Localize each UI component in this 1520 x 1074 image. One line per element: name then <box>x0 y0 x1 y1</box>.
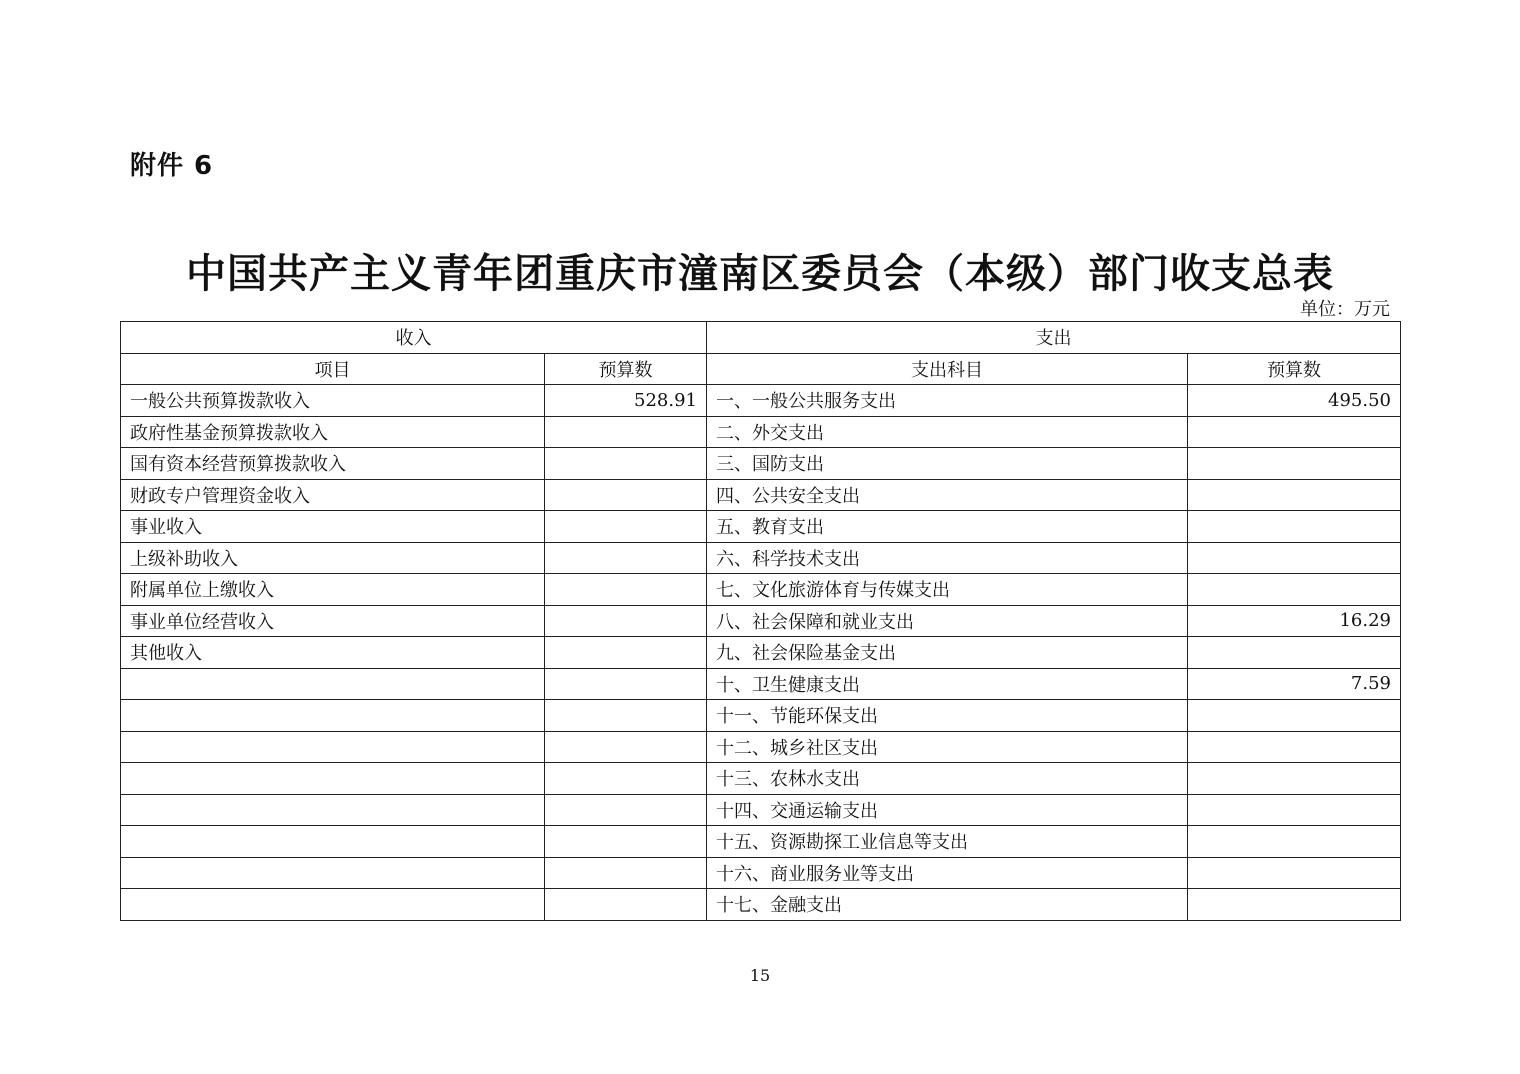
expenditure-budget-cell <box>1188 479 1401 511</box>
income-budget-cell <box>545 826 707 858</box>
income-item-header: 项目 <box>121 353 545 385</box>
income-item-cell: 事业收入 <box>121 511 545 543</box>
expenditure-item-cell: 十七、金融支出 <box>707 889 1188 921</box>
expenditure-item-cell: 十四、交通运输支出 <box>707 794 1188 826</box>
expenditure-item-cell: 二、外交支出 <box>707 416 1188 448</box>
income-budget-cell <box>545 511 707 543</box>
budget-table <box>120 321 1401 921</box>
expenditure-budget-cell: 7.59 <box>1188 668 1401 700</box>
income-budget-cell <box>545 605 707 637</box>
expenditure-item-cell: 一、一般公共服务支出 <box>707 385 1188 417</box>
income-budget-cell <box>545 700 707 732</box>
attachment-label: 附件 6 <box>130 151 214 181</box>
table-row <box>121 857 1401 889</box>
income-item-cell: 上级补助收入 <box>121 542 545 574</box>
expenditure-item-cell: 四、公共安全支出 <box>707 479 1188 511</box>
income-item-cell <box>121 731 545 763</box>
document-title: 中国共产主义青年团重庆市潼南区委员会（本级）部门收支总表 <box>186 251 1334 297</box>
income-budget-cell <box>545 889 707 921</box>
income-item-cell: 政府性基金预算拨款收入 <box>121 416 545 448</box>
table-row <box>121 889 1401 921</box>
income-budget-cell <box>545 794 707 826</box>
table-row <box>121 637 1401 669</box>
expenditure-budget-cell <box>1188 448 1401 480</box>
table-row <box>121 763 1401 795</box>
table-row <box>121 605 1401 637</box>
income-budget-cell <box>545 637 707 669</box>
income-item-cell <box>121 763 545 795</box>
income-item-cell <box>121 700 545 732</box>
income-item-cell <box>121 826 545 858</box>
page-number: 15 <box>749 966 771 985</box>
table-row <box>121 826 1401 858</box>
income-budget-cell <box>545 448 707 480</box>
column-header-row <box>121 353 1401 385</box>
table-row <box>121 385 1401 417</box>
expenditure-budget-cell <box>1188 574 1401 606</box>
expenditure-item-cell: 六、科学技术支出 <box>707 542 1188 574</box>
expenditure-budget-cell <box>1188 637 1401 669</box>
income-budget-cell <box>545 731 707 763</box>
income-budget-cell <box>545 857 707 889</box>
table-row <box>121 731 1401 763</box>
income-budget-cell <box>545 668 707 700</box>
income-budget-cell <box>545 574 707 606</box>
table-row <box>121 511 1401 543</box>
expenditure-item-cell: 十、卫生健康支出 <box>707 668 1188 700</box>
income-budget-cell <box>545 542 707 574</box>
income-group-header: 收入 <box>121 322 707 354</box>
expenditure-item-cell: 十六、商业服务业等支出 <box>707 857 1188 889</box>
group-header-row <box>121 322 1401 354</box>
expenditure-item-cell: 九、社会保险基金支出 <box>707 637 1188 669</box>
income-budget-cell <box>545 479 707 511</box>
expenditure-group-header: 支出 <box>707 322 1401 354</box>
expenditure-item-header: 支出科目 <box>707 353 1188 385</box>
table-row <box>121 479 1401 511</box>
income-item-cell <box>121 668 545 700</box>
table-row <box>121 542 1401 574</box>
expenditure-budget-cell: 495.50 <box>1188 385 1401 417</box>
table-row <box>121 448 1401 480</box>
income-item-cell <box>121 857 545 889</box>
income-item-cell: 财政专户管理资金收入 <box>121 479 545 511</box>
income-item-cell: 其他收入 <box>121 637 545 669</box>
table-row <box>121 700 1401 732</box>
expenditure-budget-cell <box>1188 416 1401 448</box>
unit-note: 单位：万元 <box>1300 299 1390 320</box>
table-row <box>121 574 1401 606</box>
expenditure-budget-cell <box>1188 731 1401 763</box>
expenditure-budget-cell <box>1188 700 1401 732</box>
income-item-cell <box>121 794 545 826</box>
expenditure-budget-cell <box>1188 889 1401 921</box>
income-item-cell: 附属单位上缴收入 <box>121 574 545 606</box>
income-item-cell: 事业单位经营收入 <box>121 605 545 637</box>
expenditure-budget-cell <box>1188 511 1401 543</box>
income-item-cell: 一般公共预算拨款收入 <box>121 385 545 417</box>
table-row <box>121 668 1401 700</box>
expenditure-budget-cell: 16.29 <box>1188 605 1401 637</box>
expenditure-item-cell: 十二、城乡社区支出 <box>707 731 1188 763</box>
income-budget-cell: 528.91 <box>545 385 707 417</box>
expenditure-item-cell: 三、国防支出 <box>707 448 1188 480</box>
expenditure-budget-cell <box>1188 542 1401 574</box>
expenditure-item-cell: 五、教育支出 <box>707 511 1188 543</box>
expenditure-budget-cell <box>1188 857 1401 889</box>
table-row <box>121 416 1401 448</box>
expenditure-item-cell: 七、文化旅游体育与传媒支出 <box>707 574 1188 606</box>
income-item-cell <box>121 889 545 921</box>
expenditure-budget-cell <box>1188 794 1401 826</box>
expenditure-item-cell: 八、社会保障和就业支出 <box>707 605 1188 637</box>
expenditure-item-cell: 十一、节能环保支出 <box>707 700 1188 732</box>
income-item-cell: 国有资本经营预算拨款收入 <box>121 448 545 480</box>
table-row <box>121 794 1401 826</box>
income-budget-cell <box>545 763 707 795</box>
expenditure-item-cell: 十五、资源勘探工业信息等支出 <box>707 826 1188 858</box>
expenditure-item-cell: 十三、农林水支出 <box>707 763 1188 795</box>
expenditure-budget-cell <box>1188 826 1401 858</box>
income-budget-header: 预算数 <box>545 353 707 385</box>
budget-table-body <box>121 385 1401 921</box>
expenditure-budget-cell <box>1188 763 1401 795</box>
income-budget-cell <box>545 416 707 448</box>
expenditure-budget-header: 预算数 <box>1188 353 1401 385</box>
